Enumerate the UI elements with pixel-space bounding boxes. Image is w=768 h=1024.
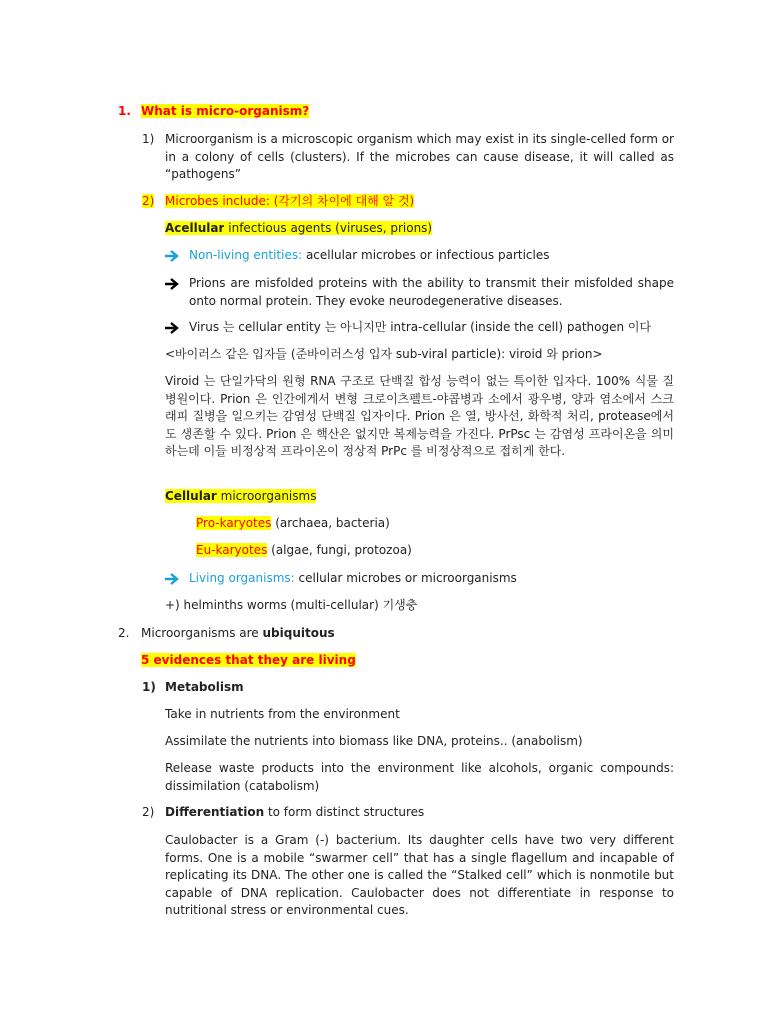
section-1-title: What is micro-organism? xyxy=(141,104,310,118)
item-1-number: 1) xyxy=(142,132,155,146)
prokaryotes-line: Pro-karyotes (archaea, bacteria) xyxy=(196,516,390,530)
item-2-heading: Microbes include: (각기의 차이에 대해 알 것) xyxy=(165,194,415,208)
evidences-heading: 5 evidences that they are living xyxy=(141,653,356,667)
differentiation-title: Differentiation to form distinct structures xyxy=(165,805,425,819)
living-line: Living organisms: cellular microbes or microorganisms xyxy=(189,571,517,585)
section-2-title: Microorganisms are ubiquitous xyxy=(141,626,335,640)
metabolism-number: 1) xyxy=(142,680,156,694)
right-arrow-icon xyxy=(165,250,180,262)
viroid-paragraph: Viroid 는 단일가닥의 원형 RNA 구조로 단백질 합성 능력이 없는 특이한 입자다. 100% 식물 질병원이다. Prion 은 인간에게서 변형 크로이츠펠트-야콥병과 소에서 광우병, 양과 염소에서 스크래피 질병을 일으키는 감염성 단백질 입자이다. Prion 은 열, 방사선, 화학적 처리, protease에서도 생존할 수 있다. Prion 은 핵산은 없지만 복제능력을 가진다. PrPsc 는 감염성 프라이온을 의미하는데 이들 비정상적 프라이온이 정상적 PrPc 를 비정상적으로 접히게 한다. xyxy=(165,374,674,458)
right-arrow-icon xyxy=(165,573,180,585)
acellular-heading: Acellular infectious agents (viruses, prions) xyxy=(165,221,433,235)
prions-line: Prions are misfolded proteins with the ability to transmit their misfolded shape onto normal protein. They evoke neurodegenerative diseases. xyxy=(189,276,674,308)
section-1-number: 1. xyxy=(118,104,131,118)
item-1-text: Microorganism is a microscopic organism which may exist in its single-celled form or in a colony of cells (clusters). If the microbes can cause disease, it will called as “pathogens” xyxy=(165,132,674,181)
item-2-number: 2) xyxy=(142,194,155,208)
caulobacter-paragraph: Caulobacter is a Gram (-) bacterium. Its daughter cells have two very different forms. One is a mobile “swarmer cell” that has a single flagellum and incapable of replicating its DNA. The other one is called the “Stalked cell” which is nonmotile but capable of DNA replication. Caulobacter does not differentiate in response to nutritional stress or environmental cues. xyxy=(165,833,674,917)
right-arrow-icon xyxy=(165,278,180,290)
subviral-line: <바이러스 같은 입자들 (준바이러스성 입자 sub-viral particle): viroid 와 prion> xyxy=(165,347,603,361)
helminths-line: +) helminths worms (multi-cellular) 기생충 xyxy=(165,598,418,612)
metabolism-point-3: Release waste products into the environment like alcohols, organic compounds: dissimilation (catabolism) xyxy=(165,761,674,793)
metabolism-point-1: Take in nutrients from the environment xyxy=(165,707,400,721)
metabolism-title: Metabolism xyxy=(165,680,244,694)
virus-line: Virus 는 cellular entity 는 아니지만 intra-cellular (inside the cell) pathogen 이다 xyxy=(189,320,652,334)
non-living-line: Non-living entities: acellular microbes or infectious particles xyxy=(189,248,550,262)
eukaryotes-line: Eu-karyotes (algae, fungi, protozoa) xyxy=(196,543,412,557)
section-2-number: 2. xyxy=(118,626,130,640)
metabolism-point-2: Assimilate the nutrients into biomass like DNA, proteins.. (anabolism) xyxy=(165,734,583,748)
cellular-heading: Cellular microorganisms xyxy=(165,489,317,503)
right-arrow-icon xyxy=(165,322,180,334)
differentiation-number: 2) xyxy=(142,805,155,819)
